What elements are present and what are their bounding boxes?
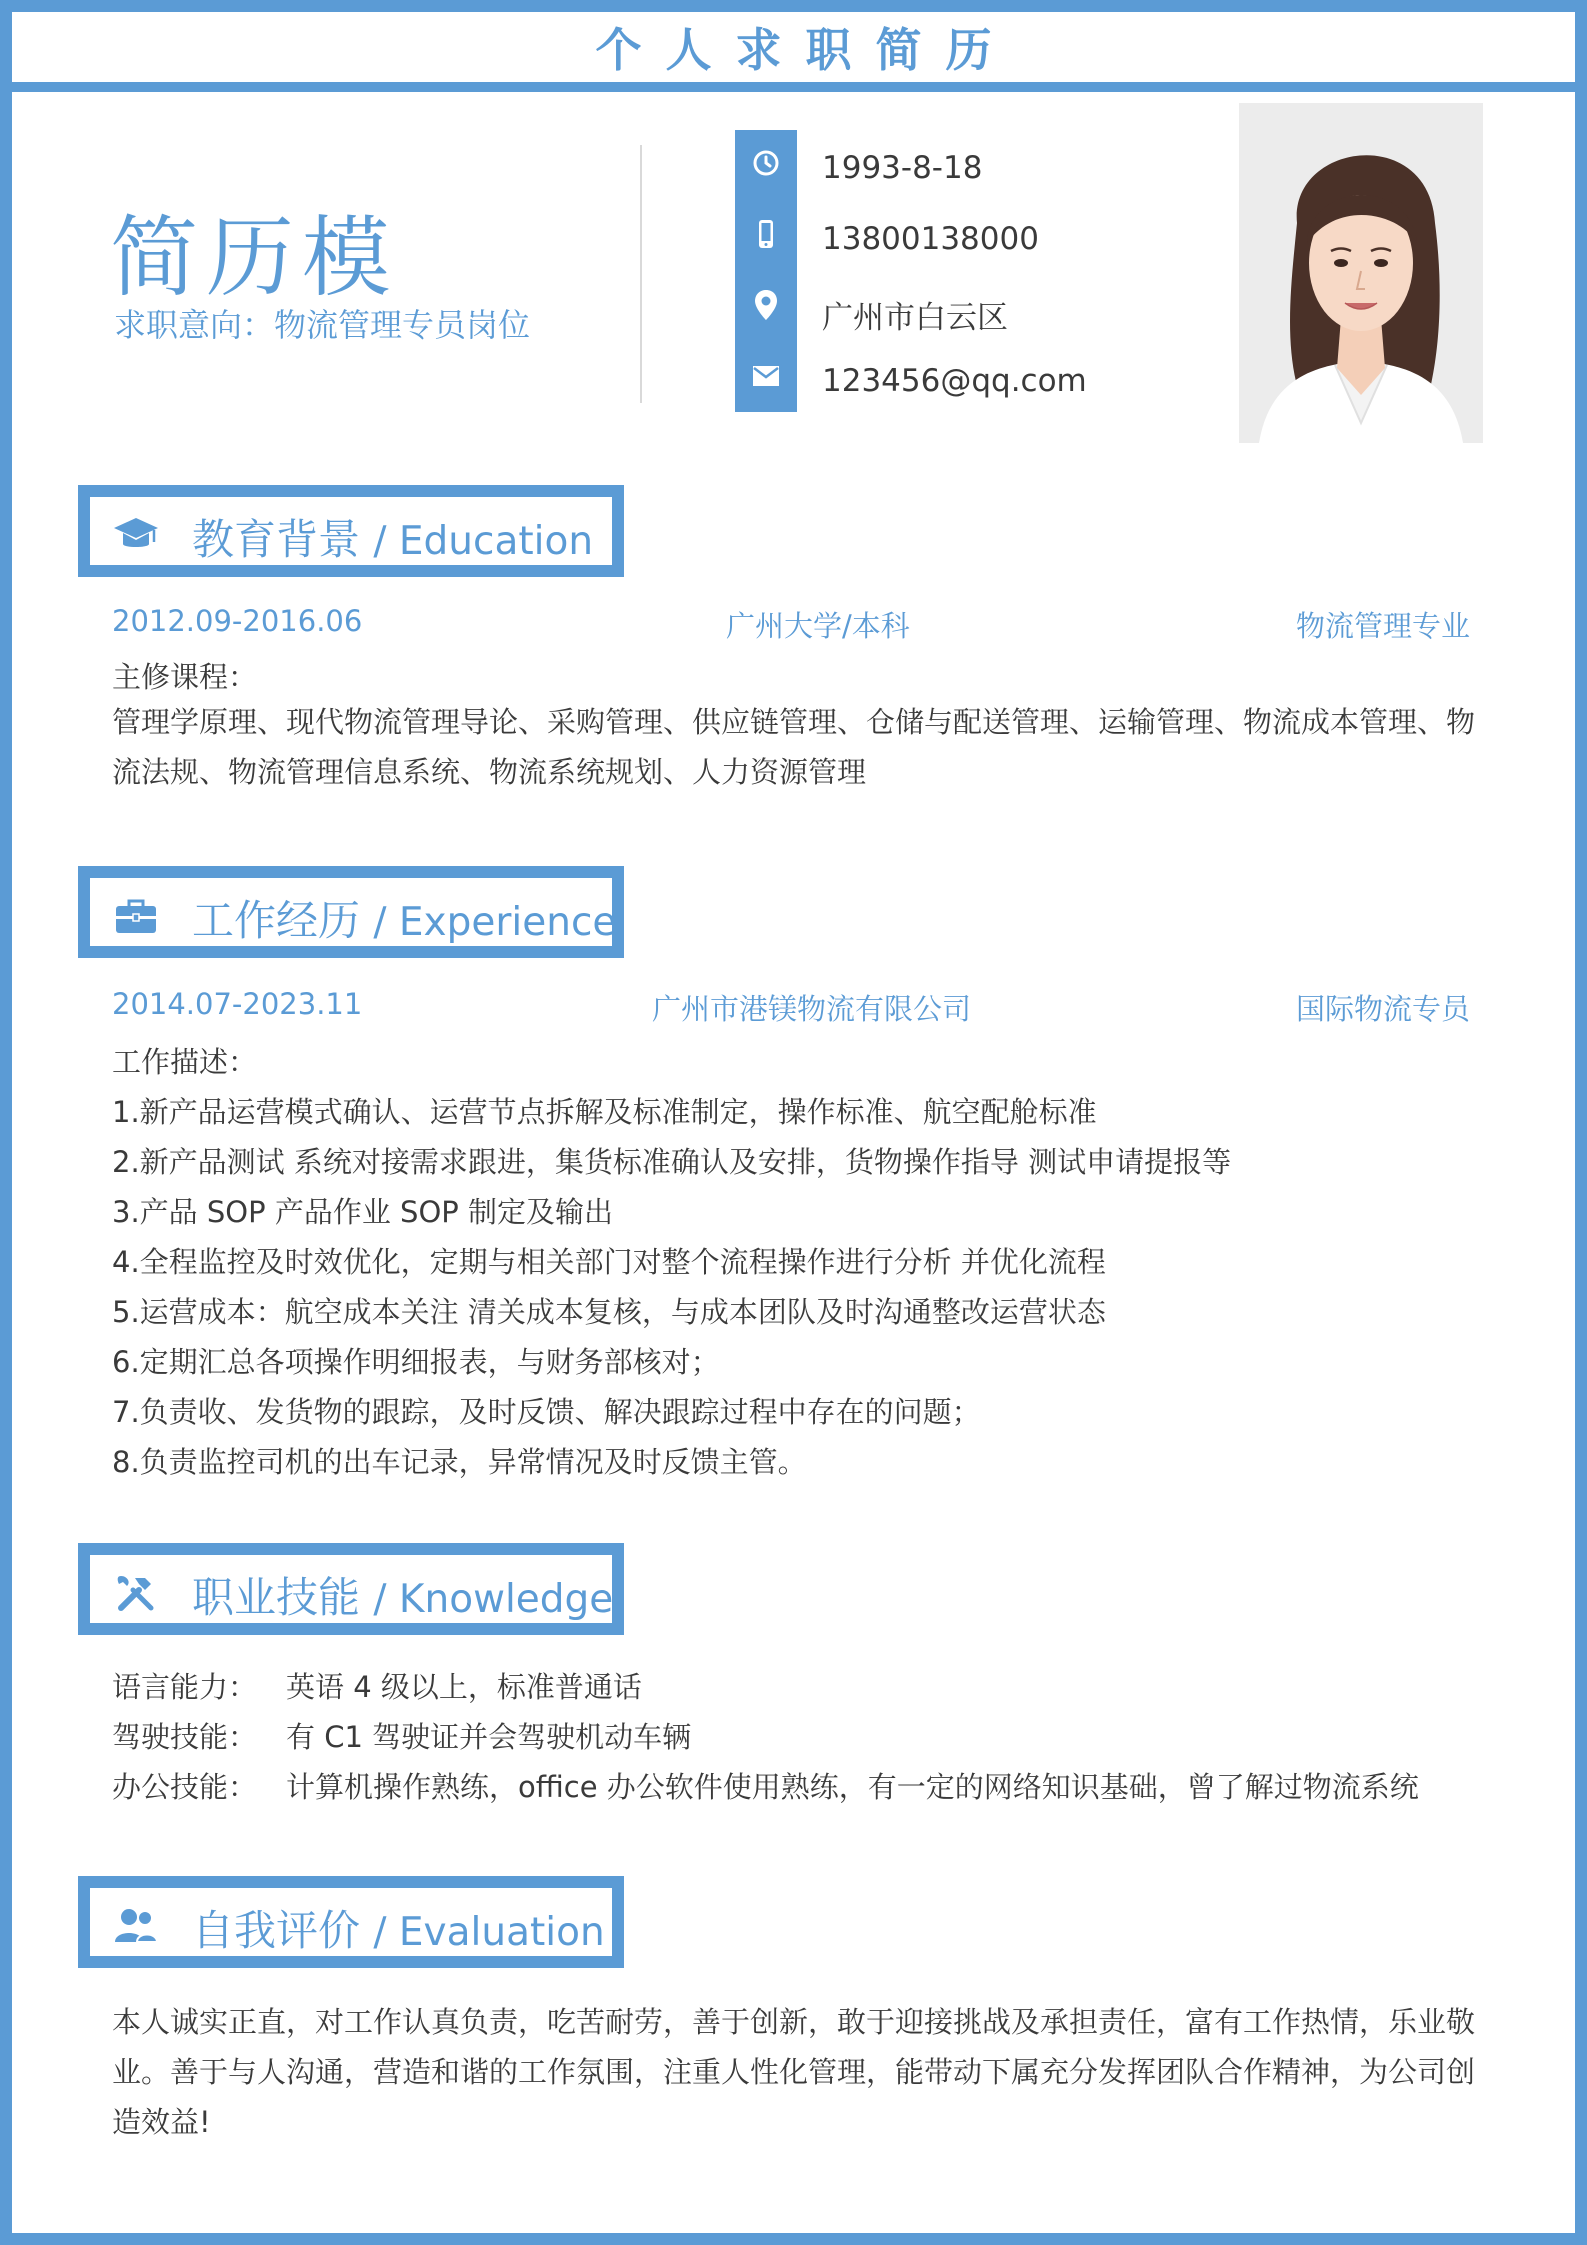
skill-label: 驾驶技能： <box>112 1720 258 1754</box>
work-item: 8.负责监控司机的出车记录，异常情况及时反馈主管。 <box>112 1445 807 1479</box>
section-title-cn: 自我评价 <box>192 1906 361 1955</box>
section-title <box>192 888 616 948</box>
work-item: 6.定期汇总各项操作明细报表，与财务部核对； <box>112 1345 720 1379</box>
courses-label: 主修课程： <box>112 660 258 694</box>
experience-company: 广州市港镁物流有限公司 <box>652 992 972 1026</box>
work-item: 7.负责收、发货物的跟踪，及时反馈、解决跟踪过程中存在的问题； <box>112 1395 981 1429</box>
education-school: 广州大学/本科 <box>726 609 910 643</box>
birth-date: 1993-8-18 <box>822 150 983 186</box>
section-title-en: / Evaluation <box>373 1910 605 1955</box>
skill-label: 办公技能： <box>112 1770 258 1804</box>
clock-icon <box>735 143 797 183</box>
page-title: 个人求职简历 <box>595 23 1016 77</box>
work-item: 1.新产品运营模式确认、运营节点拆解及标准制定，操作标准、航空配舱标准 <box>112 1095 1097 1129</box>
phone-number: 13800138000 <box>822 221 1039 257</box>
education-major: 物流管理专业 <box>1295 609 1470 643</box>
section-header-skills <box>78 1543 624 1635</box>
section-header-education <box>78 485 624 577</box>
tools-icon <box>112 1571 160 1615</box>
skill-label: 语言能力： <box>112 1670 258 1704</box>
section-title <box>192 507 593 567</box>
skill-value: 有 C1 驾驶证并会驾驶机动车辆 <box>286 1720 692 1754</box>
evaluation-text: 本人诚实正直，对工作认真负责，吃苦耐劳，善于创新，敢于迎接挑战及承担责任，富有工作热情，乐业敬业。善于与人沟通，营造和谐的工作氛围，注重人性化管理，能带动下属充分发挥团队合作精神，为公司创造效益! <box>112 2005 1476 2139</box>
graduation-cap-icon <box>112 513 160 557</box>
section-title-cn: 职业技能 <box>192 1573 361 1622</box>
profile-photo <box>1239 103 1483 443</box>
skill-value: 英语 4 级以上，标准普通话 <box>286 1670 642 1704</box>
address: 广州市白云区 <box>822 300 1008 336</box>
section-title <box>192 1898 605 1958</box>
section-title-en: / Experience <box>373 900 617 945</box>
section-title-en: / Knowledge <box>373 1577 614 1622</box>
section-title-cn: 教育背景 <box>192 515 361 564</box>
experience-period: 2014.07-2023.11 <box>112 987 363 1021</box>
work-item: 2.新产品测试 系统对接需求跟进，集货标准确认及安排，货物操作指导 测试申请提报等 <box>112 1145 1232 1179</box>
section-title-cn: 工作经历 <box>192 896 361 945</box>
experience-position: 国际物流专员 <box>1295 992 1470 1026</box>
email: 123456@qq.com <box>822 363 1087 399</box>
section-title <box>192 1565 613 1625</box>
section-title-en: / Education <box>373 519 594 564</box>
courses-text: 管理学原理、现代物流管理导论、采购管理、供应链管理、仓储与配送管理、运输管理、物流成本管理、物流法规、物流管理信息系统、物流系统规划、人力资源管理 <box>112 705 1476 789</box>
job-intent: 求职意向：物流管理专员岗位 <box>114 306 531 344</box>
education-row <box>112 604 1470 644</box>
work-item: 5.运营成本：航空成本关注 清关成本复核，与成本团队及时沟通整改运营状态 <box>112 1295 1106 1329</box>
section-header-evaluation <box>78 1876 624 1968</box>
users-icon <box>112 1904 160 1948</box>
work-item: 3.产品 SOP 产品作业 SOP 制定及输出 <box>112 1195 613 1229</box>
header-divider <box>640 145 642 403</box>
education-period: 2012.09-2016.06 <box>112 604 363 638</box>
location-pin-icon <box>735 285 797 325</box>
experience-row <box>112 987 1470 1027</box>
work-desc-label: 工作描述： <box>112 1045 258 1079</box>
section-header-experience <box>78 866 624 958</box>
candidate-name: 简历模 <box>110 206 399 309</box>
briefcase-icon <box>112 894 160 938</box>
contact-icon-strip <box>735 130 797 412</box>
skill-value: 计算机操作熟练，office 办公软件使用熟练，有一定的网络知识基础，曾了解过物流系统 <box>286 1770 1419 1804</box>
work-item: 4.全程监控及时效优化，定期与相关部门对整个流程操作进行分析 并优化流程 <box>112 1245 1106 1279</box>
title-bar <box>0 0 1587 92</box>
mail-icon <box>735 356 797 396</box>
phone-icon <box>735 214 797 254</box>
